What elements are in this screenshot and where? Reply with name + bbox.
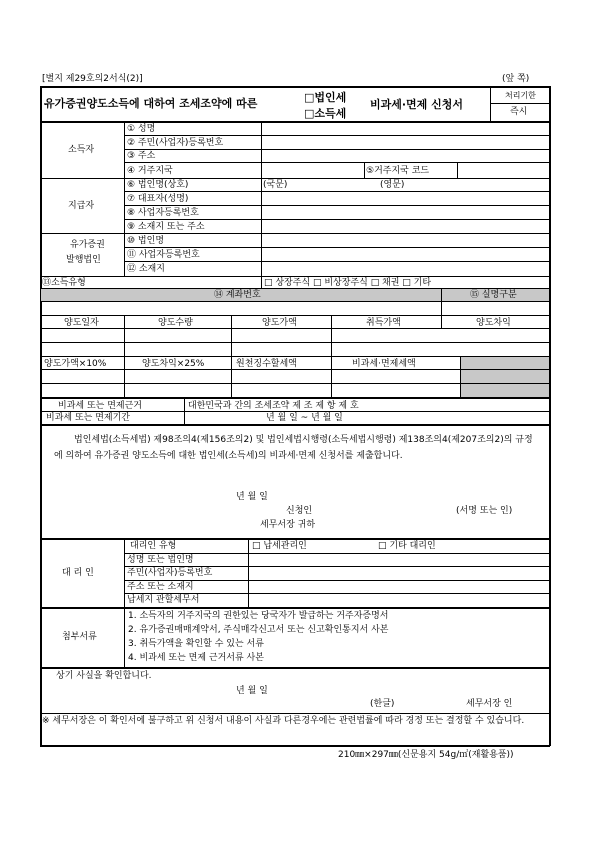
- attachments-section: 첨부서류: [62, 632, 97, 642]
- issuer-section-l1: 유가증권: [70, 240, 105, 250]
- confirm-seal-label: (한글): [370, 699, 395, 709]
- agent-type-tax-manager[interactable]: □ 납세관리인: [252, 541, 307, 551]
- confirm-text: 상기 사실을 확인합니다.: [56, 671, 152, 681]
- confirm-office: 세무서장 인: [466, 699, 513, 709]
- processing-period-value: 즉시: [510, 107, 528, 117]
- applicant-label: 신청인: [286, 506, 313, 516]
- account-number-label: ⑭ 계좌번호: [214, 290, 261, 300]
- payer-section: 지급자: [68, 201, 95, 211]
- owner-section: 소득자: [68, 145, 95, 155]
- col-transfer-qty: 양도수량: [158, 318, 193, 328]
- col-acquisition-price: 취득가액: [366, 318, 401, 328]
- agent-type-other[interactable]: □ 기타 대리인: [378, 541, 436, 551]
- exempt-basis-value: 대한민국과 간의 조세조약 제 조 제 항 제 호: [188, 401, 359, 411]
- agent-type-label: 대리인 유형: [130, 541, 177, 551]
- exempt-term-label: 비과세 또는 면제기간: [46, 413, 130, 423]
- agent-name-label: 성명 또는 법인명: [127, 555, 194, 565]
- agent-address-label: 주소 또는 소재지: [127, 582, 194, 592]
- field-name: ① 성명: [127, 124, 156, 134]
- exempt-term-value: 년 월 일 ~ 년 월 일: [266, 413, 343, 423]
- statement-body: 법인세법(소득세법) 제98조의4(제156조의2) 및 법인세법시행령(소득세법시행령) 제138조의4(제207조의2)의 규정에 의하여 유가증권 양도소득에 대한 법인세(소득세)의 비과세·면제 신청서를 제출합니다.: [54, 435, 533, 461]
- col-transfer-date: 양도일자: [64, 318, 99, 328]
- real-name-label: ⑮ 실명구분: [470, 290, 517, 300]
- addressee: 세무서장 귀하: [260, 520, 316, 530]
- processing-period-label: 처리기한: [505, 91, 536, 100]
- tax-type-income[interactable]: □소득세: [304, 107, 347, 120]
- agent-regno-label: 주민(사업자)등록번호: [127, 568, 213, 578]
- confirm-date: 년 월 일: [236, 686, 268, 696]
- field-payer-corp-en: (영문): [380, 180, 405, 190]
- col-exempt-tax: 비과세·면제세액: [352, 359, 416, 369]
- attachment-item: 4. 비과세 또는 면제 근거서류 사본: [128, 653, 264, 663]
- field-issuer-address: ⑫ 소재지: [127, 264, 165, 274]
- col-transfer-price: 양도가액: [262, 318, 297, 328]
- tax-type-corporate[interactable]: □법인세: [304, 91, 347, 104]
- col-price-10pct: 양도가액×10%: [44, 359, 107, 369]
- field-payer-bizno: ⑧ 사업자등록번호: [127, 208, 199, 218]
- note: ※ 세무서장은 이 확인서에 불구하고 위 신청서 내용이 사실과 다른경우에는 관련법률에 따라 경정 또는 결정할 수 있습니다.: [42, 716, 525, 726]
- field-payer-corp: ⑥ 법인명(상호): [127, 180, 189, 190]
- field-payer-corp-kr: (국문): [263, 180, 288, 190]
- field-payer-rep: ⑦ 대표자(성명): [127, 194, 189, 204]
- col-withholding-tax: 원천징수할세액: [236, 359, 297, 369]
- field-issuer-bizno: ⑪ 사업자등록번호: [127, 250, 200, 260]
- statement-date: 년 월 일: [236, 492, 268, 502]
- agent-tax-office-label: 납세지 관할세무서: [127, 595, 200, 605]
- col-gain-25pct: 양도차익×25%: [142, 359, 205, 369]
- applicant-sign[interactable]: (서명 또는 인): [456, 506, 513, 516]
- field-payer-address: ⑨ 소재지 또는 주소: [127, 222, 205, 232]
- form-title-suffix: 비과세·면제 신청서: [370, 98, 464, 111]
- field-country-code: ⑤거주지국 코드: [366, 166, 430, 176]
- form-title: 유가증권양도소득에 대하여 조세조약에 따른: [44, 97, 258, 110]
- income-type-options[interactable]: □ 상장주식 □ 비상장주식 □ 채권 □ 기타: [264, 278, 432, 288]
- field-residence-country: ④ 거주지국: [127, 166, 173, 176]
- income-type-label: ⑬소득유형: [42, 278, 86, 288]
- issuer-section-l2: 발행법인: [66, 255, 101, 265]
- exempt-basis-label: 비과세 또는 면제근거: [58, 401, 142, 411]
- field-issuer-name: ⑩ 법인명: [127, 236, 165, 246]
- col-transfer-gain: 양도차익: [476, 318, 511, 328]
- field-address: ③ 주소: [127, 151, 156, 161]
- field-reg-no: ② 주민(사업자)등록번호: [127, 138, 224, 148]
- attachment-item: 2. 유가증권매매계약서, 주식매각신고서 또는 신고확인통지서 사본: [128, 625, 389, 635]
- agent-section: 대 리 인: [62, 568, 94, 578]
- page-side: (앞 쪽): [502, 74, 530, 84]
- paper-spec: 210㎜×297㎜(신문용지 54g/㎡(재활용품)): [338, 750, 514, 760]
- form-number: [별지 제29호의2서식(2)]: [42, 74, 143, 84]
- attachment-item: 3. 취득가액을 확인할 수 있는 서류: [128, 639, 264, 649]
- attachment-item: 1. 소득자의 거주지국의 권한있는 당국자가 발급하는 거주자증명서: [128, 611, 389, 621]
